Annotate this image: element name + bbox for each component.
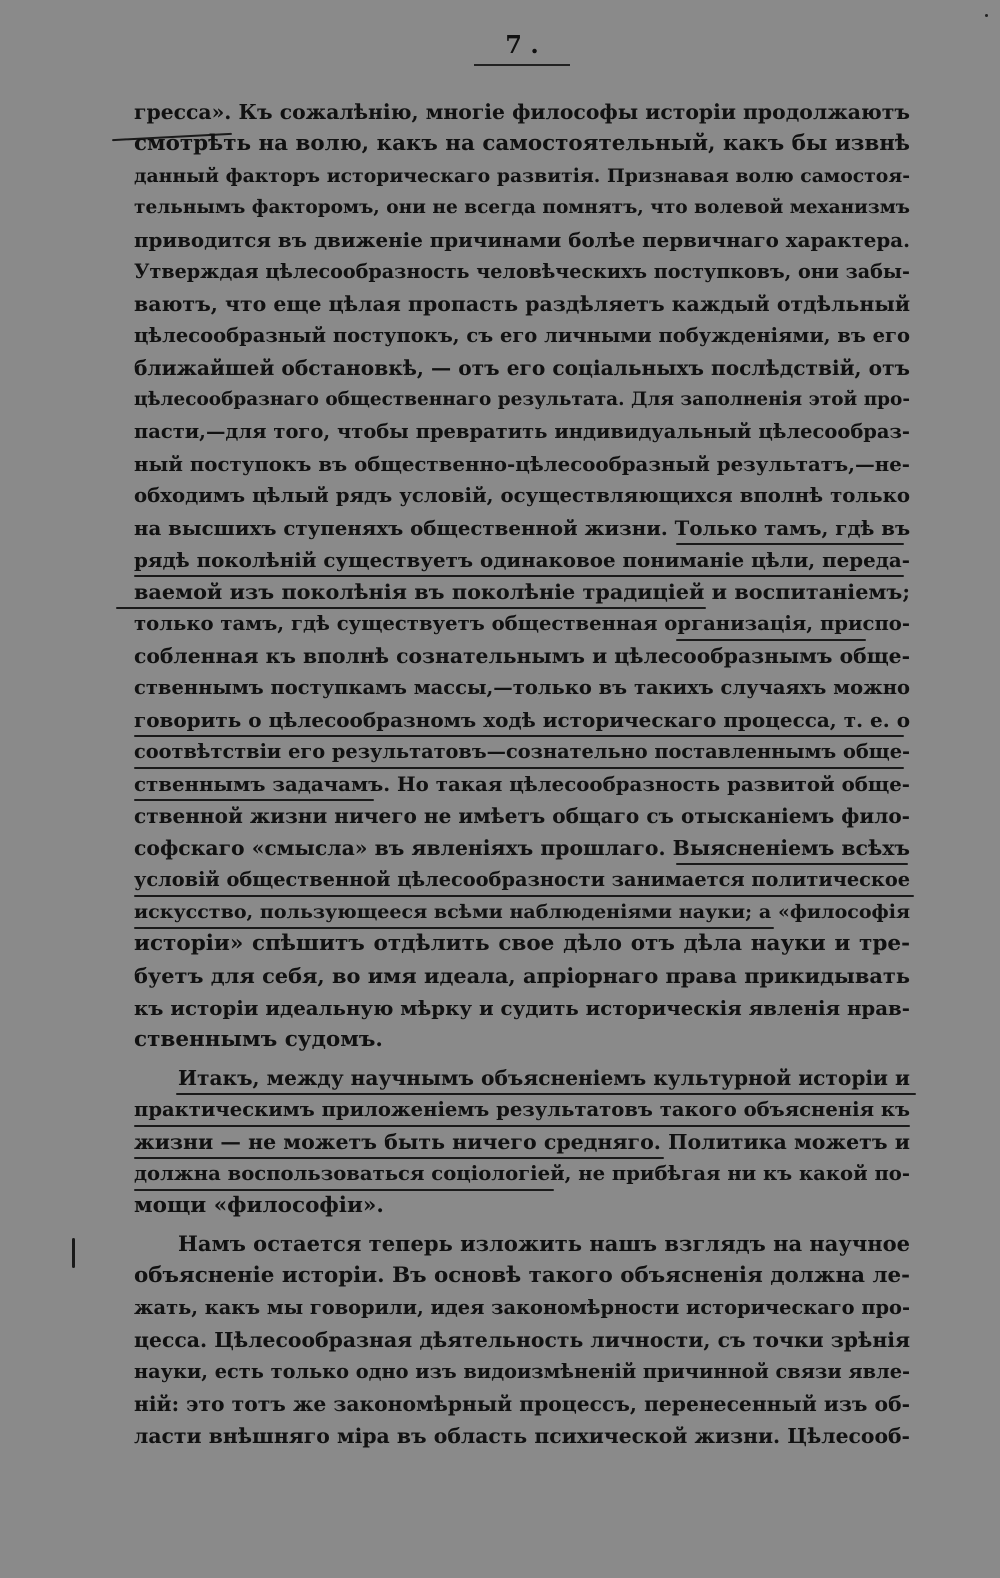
text-line: гресса». Къ сожалѣнію, многіе философы исторіи продолжаютъ	[134, 100, 910, 124]
paragraph-1	[134, 96, 910, 1056]
text-line: жать, какъ мы говорили, идея закономѣрности историческаго про-	[134, 1296, 910, 1319]
text-line: Намъ остается теперь изложить нашъ взглядъ на научное	[178, 1231, 910, 1256]
paragraph-2	[134, 1062, 910, 1222]
text-line: только тамъ, гдѣ существуетъ общественная организація, приспо-	[134, 612, 910, 635]
page-header	[474, 30, 570, 66]
corner-speck	[985, 14, 988, 17]
text-line: буетъ для себя, во имя идеала, апріорнаго права прикидывать	[134, 963, 910, 988]
text-line: къ исторіи идеальную мѣрку и судить историческія явленія нрав-	[134, 996, 910, 1020]
margin-pencil-mark	[72, 1238, 75, 1268]
text-line: говорить о цѣлесообразномъ ходѣ историческаго процесса, т. е. о	[134, 708, 910, 732]
header-rule	[474, 64, 570, 66]
text-line: мощи «философіи».	[134, 1193, 384, 1218]
text-line: цѣлесообразнаго общественнаго результата. Для заполненія этой про-	[134, 389, 910, 410]
text-line: должна воспользоваться соціологіей, не прибѣгая ни къ какой по-	[134, 1162, 910, 1185]
text-line: ваемой изъ поколѣнія въ поколѣніе традиціей и воспитаніемъ;	[134, 580, 910, 604]
text-line: жизни — не можетъ быть ничего средняго. Политика можетъ и	[134, 1130, 910, 1154]
text-line: обходимъ цѣлый рядъ условій, осуществляющихся вполнѣ только	[134, 484, 910, 507]
page-number: 7 .	[505, 30, 539, 59]
text-line: Утверждая цѣлесообразность человѣческихъ поступковъ, они забы-	[134, 260, 910, 283]
text-line: софскаго «смысла» въ явленіяхъ прошлаго. Выясненіемъ всѣхъ	[134, 836, 910, 860]
text-line: науки, есть только одно изъ видоизмѣненій причинной связи явле-	[134, 1360, 910, 1383]
text-line: исторіи» спѣшитъ отдѣлить свое дѣло отъ дѣла науки и тре-	[134, 931, 910, 956]
text-line: ласти внѣшняго міра въ область психической жизни. Цѣлесооб-	[134, 1424, 910, 1448]
text-line: пасти,—для того, чтобы превратить индивидуальный цѣлесообраз-	[134, 420, 910, 443]
paragraph-3	[134, 1228, 910, 1452]
text-line: условій общественной цѣлесообразности занимается политическое	[134, 868, 911, 891]
text-line: ближайшей обстановкѣ, — отъ его соціальныхъ послѣдствій, отъ	[134, 356, 910, 380]
text-line: собленная къ вполнѣ сознательнымъ и цѣлесообразнымъ обще-	[134, 644, 910, 668]
text-line: приводится въ движеніе причинами болѣе первичнаго характера.	[134, 228, 910, 252]
text-line: Итакъ, между научнымъ объясненіемъ культурной исторіи и	[178, 1066, 910, 1090]
text-line: ваютъ, что еще цѣлая пропасть раздѣляетъ каждый отдѣльный	[134, 292, 910, 316]
text-line: ственнымъ судомъ.	[134, 1027, 383, 1052]
page-body	[134, 96, 910, 1452]
text-line: практическимъ приложеніемъ результатовъ такого объясненія къ	[134, 1098, 910, 1121]
text-line: ственнымъ задачамъ. Но такая цѣлесообразность развитой обще-	[134, 772, 910, 796]
text-line: ній: это тотъ же закономѣрный процессъ, перенесенный изъ об-	[134, 1392, 910, 1416]
text-line: ственной жизни ничего не имѣетъ общаго съ отысканіемъ фило-	[134, 804, 910, 828]
text-line: цесса. Цѣлесообразная дѣятельность личности, съ точки зрѣнія	[134, 1328, 910, 1352]
text-line: искусство, пользующееся всѣми наблюденіями науки; а «философія	[134, 901, 910, 923]
text-line: данный факторъ историческаго развитія. Признавая волю самостоя-	[134, 165, 910, 187]
text-line: на высшихъ ступеняхъ общественной жизни. Только тамъ, гдѣ въ	[134, 516, 911, 540]
text-line: тельнымъ факторомъ, они не всегда помнятъ, что волевой механизмъ	[134, 197, 910, 218]
text-line: объясненіе исторіи. Въ основѣ такого объясненія должна ле-	[134, 1263, 910, 1288]
text-line: смотрѣть на волю, какъ на самостоятельный, какъ бы извнѣ	[134, 131, 910, 156]
text-line: ный поступокъ въ общественно-цѣлесообразный результатъ,—не-	[134, 452, 910, 476]
text-line: ственнымъ поступкамъ массы,—только въ такихъ случаяхъ можно	[134, 676, 910, 699]
text-line: рядѣ поколѣній существуетъ одинаковое пониманіе цѣли, переда-	[134, 548, 910, 572]
text-line: соотвѣтствіи его результатовъ—сознательно поставленнымъ обще-	[134, 740, 910, 763]
text-line: цѣлесообразный поступокъ, съ его личными побужденіями, въ его	[134, 324, 910, 347]
